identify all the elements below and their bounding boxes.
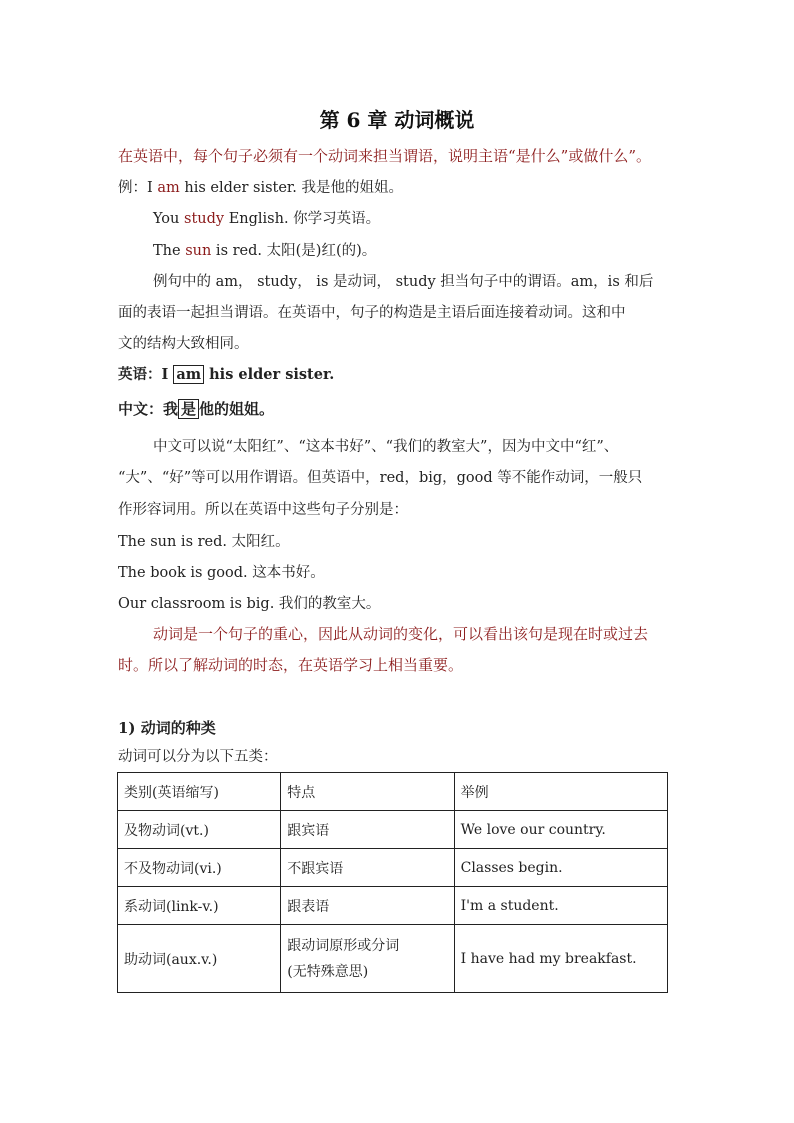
table-cell: 不跟宾语 <box>281 849 454 887</box>
sentence-classroom: Our classroom is big. 我们的教室大。 <box>118 596 381 612</box>
table-cell-line-2: (无特殊意思) <box>287 963 369 980</box>
header-category: 类别(英语缩写) <box>118 773 281 811</box>
table-cell: We love our country. <box>454 811 667 849</box>
paragraph-2-line-2: “大”、“好”等可以用作谓语。但英语中，red，big，good 等不能作动词，一般只 <box>118 470 643 486</box>
verb-types-table <box>117 772 668 993</box>
english-example-line <box>118 363 334 384</box>
example-1 <box>118 176 403 197</box>
sentence-sun: The sun is red. 太阳红。 <box>118 534 290 550</box>
boxed-verb-shi: 是 <box>178 399 199 419</box>
sentence-book: The book is good. 这本书好。 <box>118 565 325 581</box>
boxed-verb-am: am <box>173 365 204 384</box>
english-rest: his elder sister. <box>204 366 335 383</box>
table-cell: 助动词(aux.v.) <box>118 925 281 993</box>
table-cell: Classes begin. <box>454 849 667 887</box>
paragraph-3-line-2: 时。所以了解动词的时态，在英语学习上相当重要。 <box>118 656 464 674</box>
section-intro: 动词可以分为以下五类： <box>118 749 278 765</box>
section-heading: 1) 动词的种类 <box>118 719 216 737</box>
paragraph-3-line-1: 动词是一个句子的重心，因此从动词的变化，可以看出该句是现在时或过去 <box>153 625 649 643</box>
english-label: 英语：I <box>118 366 174 383</box>
table-cell-multiline <box>281 925 454 993</box>
example-2 <box>153 207 380 228</box>
table-cell: 跟宾语 <box>281 811 454 849</box>
example-1-verb: am <box>157 180 180 196</box>
table-row <box>118 887 668 925</box>
header-feature: 特点 <box>281 773 454 811</box>
table-cell: 及物动词(vt.) <box>118 811 281 849</box>
chinese-label: 中文：我 <box>118 400 179 418</box>
example-3-rest: is red. 太阳(是)红(的)。 <box>211 243 377 259</box>
example-2-verb: study <box>184 211 225 227</box>
example-3-prefix: The <box>153 243 186 259</box>
paragraph-2-line-3: 作形容词用。所以在英语中这些句子分别是： <box>118 502 408 518</box>
example-2-rest: English. 你学习英语。 <box>224 211 381 227</box>
paragraph-1-line-2: 面的表语一起担当谓语。在英语中，句子的构造是主语后面连接着动词。这和中 <box>118 305 626 321</box>
intro-sentence: 在英语中，每个句子必须有一个动词来担当谓语，说明主语“是什么”或做什么”。 <box>118 147 652 165</box>
example-3-verb: sun <box>185 243 212 259</box>
chinese-rest: 他的姐姐。 <box>199 400 275 418</box>
example-2-prefix: You <box>153 211 184 227</box>
paragraph-1-line-1: 例句中的 am， study， is 是动词， study 担当句子中的谓语。am，is 和后 <box>153 274 654 290</box>
table-cell: 系动词(link-v.) <box>118 887 281 925</box>
table-cell: I have had my breakfast. <box>454 925 667 993</box>
table-row <box>118 849 668 887</box>
chapter-title: 第 6 章 动词概说 <box>319 108 475 132</box>
chinese-example-line <box>118 398 274 419</box>
table-cell: 跟表语 <box>281 887 454 925</box>
table-cell: 不及物动词(vi.) <box>118 849 281 887</box>
table-header-row <box>118 773 668 811</box>
table-row <box>118 925 668 993</box>
example-1-rest: his elder sister. 我是他的姐姐。 <box>179 180 403 196</box>
example-1-prefix: 例：I <box>118 180 158 196</box>
paragraph-1-line-3: 文的结构大致相同。 <box>118 336 249 352</box>
table-row <box>118 811 668 849</box>
header-example: 举例 <box>454 773 667 811</box>
table-cell-line-1: 跟动词原形或分词 <box>287 937 400 954</box>
paragraph-2-line-1: 中文可以说“太阳红”、“这本书好”、“我们的教室大”，因为中文中“红”、 <box>153 439 619 455</box>
example-3 <box>153 239 376 260</box>
table-cell: I'm a student. <box>454 887 667 925</box>
